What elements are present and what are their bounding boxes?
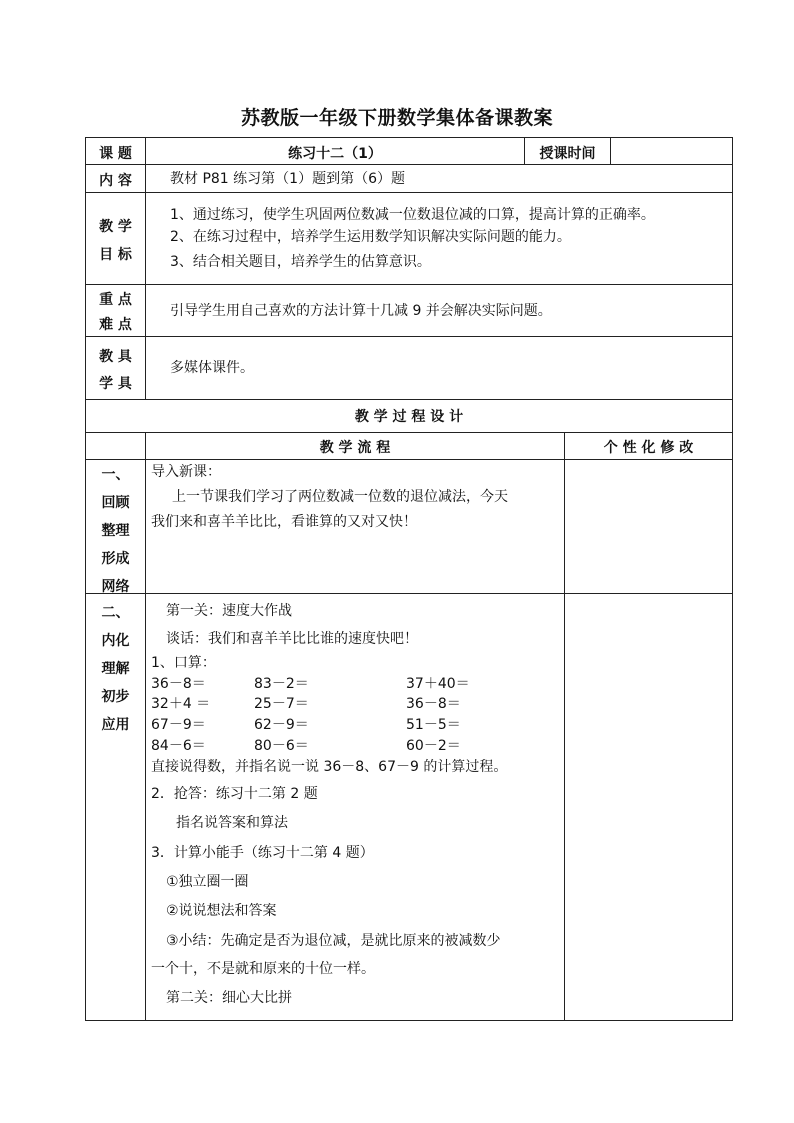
step-item: ②说说想法和答案 xyxy=(166,903,277,919)
direct-text: 直接说得数，并指名说一说 36－8、67－9 的计算过程。 xyxy=(151,759,508,775)
topic-label: 课 题 xyxy=(99,146,132,162)
flow-header: 教 学 流 程 xyxy=(319,440,391,456)
problem: 84－6＝ xyxy=(151,738,206,754)
talk-text: 谈话：我们和喜羊羊比比谁的速度快吧！ xyxy=(166,631,418,647)
question-3: 3．计算小能手（练习十二第 4 题） xyxy=(151,845,374,861)
goals-label-top: 教 学 xyxy=(99,219,132,235)
section1-label xyxy=(86,461,145,601)
tools-text: 多媒体课件。 xyxy=(170,360,254,376)
section1-label-line: 一、 xyxy=(101,467,130,483)
row-divider xyxy=(85,192,733,193)
column-divider xyxy=(145,137,146,399)
section1-label-line: 形成 xyxy=(101,551,130,567)
problem: 25－7＝ xyxy=(254,696,309,712)
row-divider xyxy=(85,459,733,460)
tools-label-top: 教 具 xyxy=(99,349,132,365)
section2-label-line: 应用 xyxy=(101,717,130,733)
section2-label-line: 内化 xyxy=(101,633,130,649)
tools-label-bottom: 学 具 xyxy=(99,376,132,392)
column-divider xyxy=(610,137,611,164)
goal-item: 3、结合相关题目，培养学生的估算意识。 xyxy=(170,254,431,270)
problem: 36－8＝ xyxy=(151,676,206,692)
section2-label-line: 二、 xyxy=(101,605,130,621)
problem: 51－5＝ xyxy=(406,717,461,733)
goal-item: 2、在练习过程中，培养学生运用数学知识解决实际问题的能力。 xyxy=(170,229,571,245)
goals-label-bottom: 目 标 xyxy=(99,247,132,263)
section2-label xyxy=(86,599,145,739)
section1-label-line: 网络 xyxy=(101,579,130,595)
problem: 80－6＝ xyxy=(254,738,309,754)
content-text: 教材 P81 练习第（1）题到第（6）题 xyxy=(170,171,405,187)
section1-label-line: 整理 xyxy=(101,523,130,539)
level2-title: 第二关：细心大比拼 xyxy=(166,990,292,1006)
row-divider xyxy=(85,284,733,285)
level1-title: 第一关：速度大作战 xyxy=(166,603,292,619)
section1-line: 我们来和喜羊羊比比，看谁算的又对又快！ xyxy=(151,514,417,530)
section2-label-line: 理解 xyxy=(101,661,130,677)
key-label-top: 重 点 xyxy=(99,292,132,308)
problem: 36－8＝ xyxy=(406,696,461,712)
class-time-label: 授课时间 xyxy=(539,146,596,162)
section1-line: 导入新课： xyxy=(151,464,221,480)
personal-header: 个 性 化 修 改 xyxy=(603,440,694,456)
process-title: 教 学 过 程 设 计 xyxy=(354,409,464,425)
document-title: 苏教版一年级下册数学集体备课教案 xyxy=(240,107,553,129)
problem: 37＋40＝ xyxy=(406,676,470,692)
problem: 67－9＝ xyxy=(151,717,206,733)
problem: 32＋4 ＝ xyxy=(151,696,211,712)
summary-line: ③小结：先确定是否为退位减，是就比原来的被减数少 xyxy=(166,933,501,949)
key-label-bottom: 难 点 xyxy=(99,317,132,333)
summary-line: 一个十，不是就和原来的十位一样。 xyxy=(151,961,375,977)
lesson-title: 练习十二（1） xyxy=(288,146,382,162)
row-divider xyxy=(85,593,733,594)
row-divider xyxy=(85,432,733,433)
oral-title: 1、口算： xyxy=(151,655,216,671)
row-divider xyxy=(85,164,733,165)
step-item: ①独立圈一圈 xyxy=(166,874,249,890)
section1-label-line: 回顾 xyxy=(101,495,130,511)
row-divider xyxy=(85,399,733,400)
key-text: 引导学生用自己喜欢的方法计算十几减 9 并会解决实际问题。 xyxy=(170,303,552,319)
problem: 60－2＝ xyxy=(406,738,461,754)
goal-item: 1、通过练习，使学生巩固两位数减一位数退位减的口算，提高计算的正确率。 xyxy=(170,207,655,223)
question-2-note: 指名说答案和算法 xyxy=(176,815,288,831)
problem: 83－2＝ xyxy=(254,676,309,692)
column-divider xyxy=(564,432,565,1021)
question-2: 2．抢答：练习十二第 2 题 xyxy=(151,786,318,802)
column-divider xyxy=(145,432,146,1021)
section1-line: 上一节课我们学习了两位数减一位数的退位减法，今天 xyxy=(172,489,508,505)
row-divider xyxy=(85,336,733,337)
problem: 62－9＝ xyxy=(254,717,309,733)
section2-label-line: 初步 xyxy=(101,689,130,705)
content-label: 内 容 xyxy=(99,173,132,189)
